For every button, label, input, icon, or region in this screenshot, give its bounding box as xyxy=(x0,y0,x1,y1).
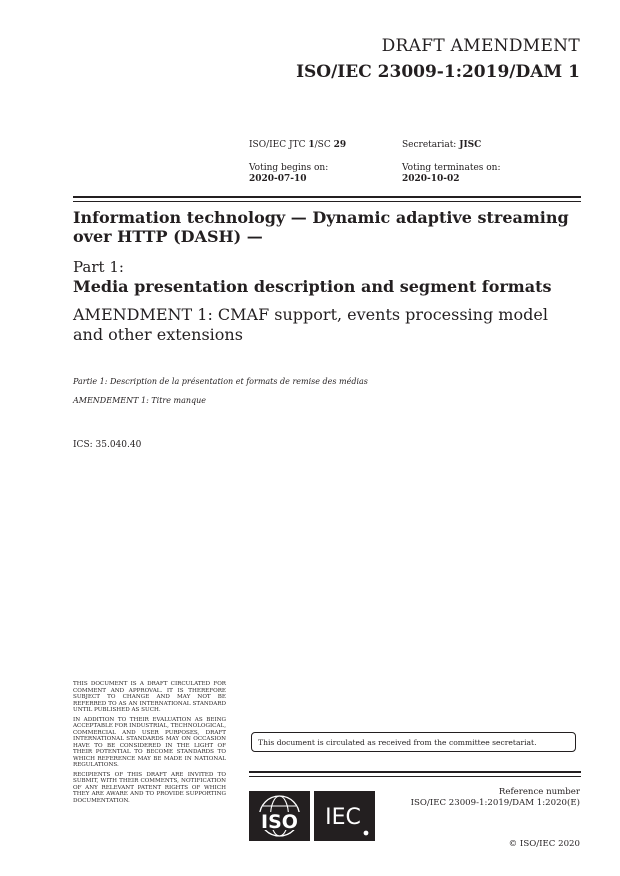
amendment-title: AMENDMENT 1: CMAF support, events processing model and other extensions xyxy=(73,305,548,344)
committee-prefix: ISO/IEC JTC xyxy=(249,140,309,150)
secretariat-label: Secretariat: xyxy=(402,140,460,150)
title-rule xyxy=(73,196,581,202)
committee-jtc: 1 xyxy=(308,140,315,150)
main-title: Information technology — Dynamic adaptive streaming over HTTP (DASH) — xyxy=(73,208,569,246)
iec-logo xyxy=(314,791,375,841)
iec-logo-text: IEC xyxy=(325,805,361,830)
iso-globe-icon xyxy=(249,791,310,841)
draft-label: DRAFT AMENDMENT xyxy=(381,36,580,56)
document-number: ISO/IEC 23009-1:2019/DAM 1 xyxy=(296,62,580,82)
iec-mark-icon xyxy=(314,791,375,841)
ics-code: ICS: 35.040.40 xyxy=(73,440,142,450)
reference-number: ISO/IEC 23009-1:2019/DAM 1:2020(E) xyxy=(410,798,580,808)
voting-begins-label: Voting begins on: xyxy=(249,163,329,173)
copyright: © ISO/IEC 2020 xyxy=(508,839,580,849)
disclaimer xyxy=(73,681,226,807)
iso-logo xyxy=(249,791,310,841)
voting-begins-date: 2020-07-10 xyxy=(249,174,307,184)
part-label: Part 1: xyxy=(73,258,124,276)
disclaimer-paragraph: IN ADDITION TO THEIR EVALUATION AS BEING ACCEPTABLE FOR INDUSTRIAL, TECHNOLOGICAL, COMMERCIAL AND USER PURPOSES, DRAFT INTERNATIONAL STANDARDS MAY ON OCCASION HAVE TO BE CONSIDERED IN THE LIGHT OF THEIR POTENTIAL TO BECOME STANDARDS TO WHICH REFERENCE MAY BE MADE IN NATIONAL REGULATIONS. xyxy=(73,716,226,768)
committee-sc-label: /SC xyxy=(314,140,334,150)
french-amendment-title: AMENDEMENT 1: Titre manque xyxy=(73,396,207,405)
disclaimer-paragraph: THIS DOCUMENT IS A DRAFT CIRCULATED FOR COMMENT AND APPROVAL. IT IS THEREFORE SUBJECT TO CHANGE AND MAY NOT BE REFERRED TO AS AN INTERNATIONAL STANDARD UNTIL PUBLISHED AS SUCH. xyxy=(73,681,226,713)
circulation-note: This document is circulated as received from the committee secretariat. xyxy=(251,732,576,752)
disclaimer-paragraph: RECIPIENTS OF THIS DRAFT ARE INVITED TO SUBMIT, WITH THEIR COMMENTS, NOTIFICATION OF ANY RELEVANT PATENT RIGHTS OF WHICH THEY ARE AWARE AND TO PROVIDE SUPPORTING DOCUMENTATION. xyxy=(73,771,226,804)
voting-begins xyxy=(249,163,328,185)
iso-logo-text: ISO xyxy=(261,811,298,833)
voting-terminates-label: Voting terminates on: xyxy=(402,163,501,173)
voting-terminates xyxy=(402,163,501,185)
french-part-title: Partie 1: Description de la présentation et formats de remise des médias xyxy=(73,377,368,386)
secretariat-value: JISC xyxy=(459,140,482,150)
secretariat xyxy=(402,140,481,151)
committee xyxy=(249,140,346,151)
part-title: Media presentation description and segment formats xyxy=(73,277,552,296)
voting-terminates-date: 2020-10-02 xyxy=(402,174,460,184)
reference-label: Reference number xyxy=(498,787,580,797)
committee-sc: 29 xyxy=(333,140,347,150)
footer-rule xyxy=(249,771,581,777)
